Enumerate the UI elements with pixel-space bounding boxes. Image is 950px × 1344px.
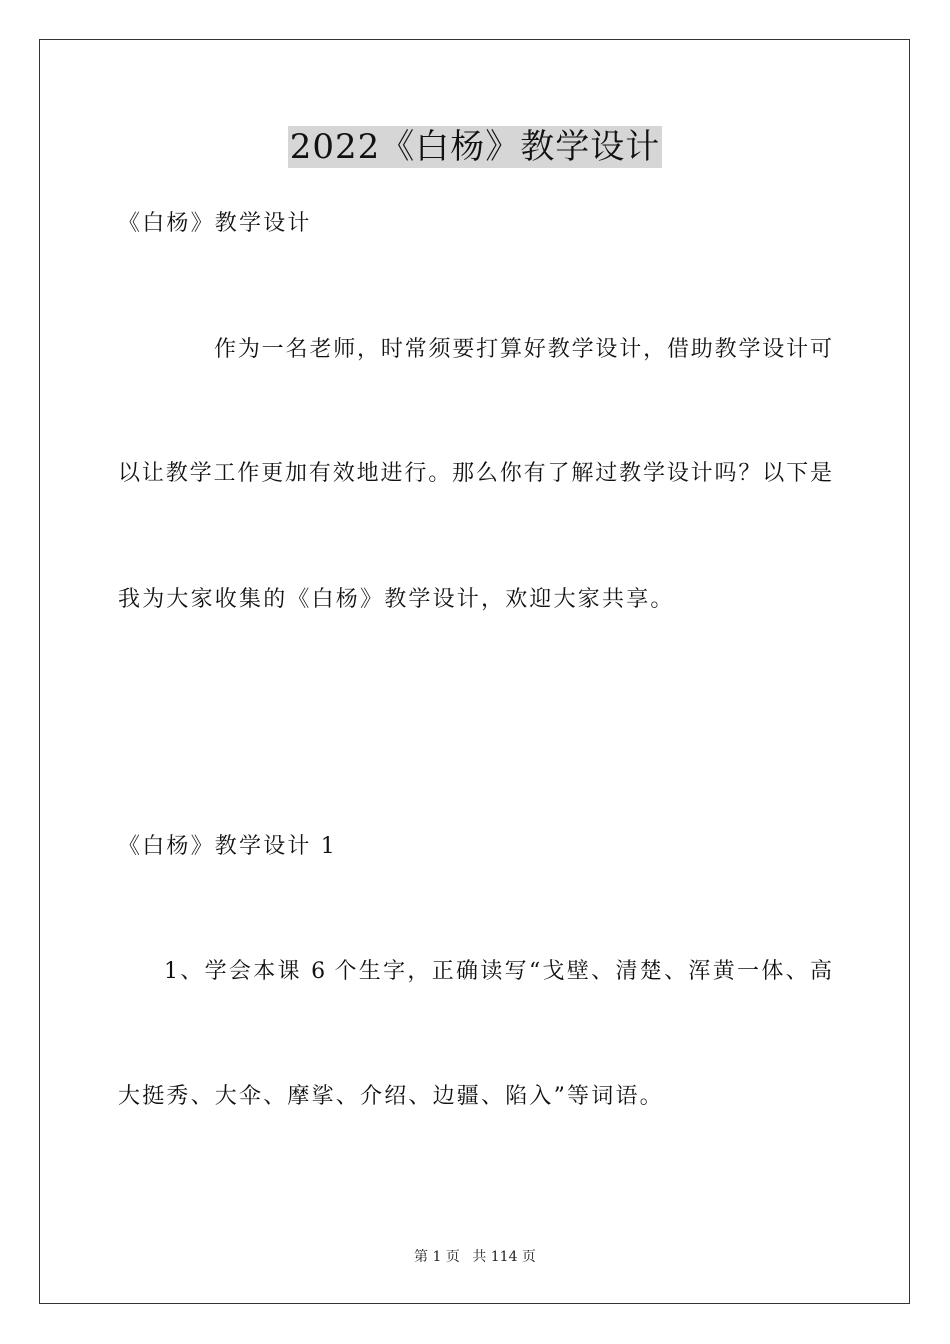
page-number-total: 共 114 页 — [472, 1249, 536, 1265]
item-line-2: 大挺秀、大伞、摩挲、介绍、边疆、陷入”等词语。 — [118, 1084, 664, 1109]
intro-line-2: 以让教学工作更加有效地进行。那么你有了解过教学设计吗？以下是 — [118, 461, 832, 486]
section-heading: 《白杨》教学设计 1 — [118, 834, 337, 859]
page-footer — [0, 1247, 950, 1267]
document-subtitle: 《白杨》教学设计 — [118, 211, 312, 236]
intro-line-3: 我为大家收集的《白杨》教学设计，欢迎大家共享。 — [118, 587, 675, 612]
title-container — [0, 126, 950, 168]
item-line-1: 1、学会本课 6 个生字，正确读写“戈壁、清楚、浑黄一体、高 — [164, 959, 832, 984]
document-title: 2022《白杨》教学设计 — [289, 127, 661, 167]
intro-line-1: 作为一名老师，时常须要打算好教学设计，借助教学设计可 — [214, 337, 832, 362]
page-number-current: 第 1 页 — [414, 1249, 460, 1265]
